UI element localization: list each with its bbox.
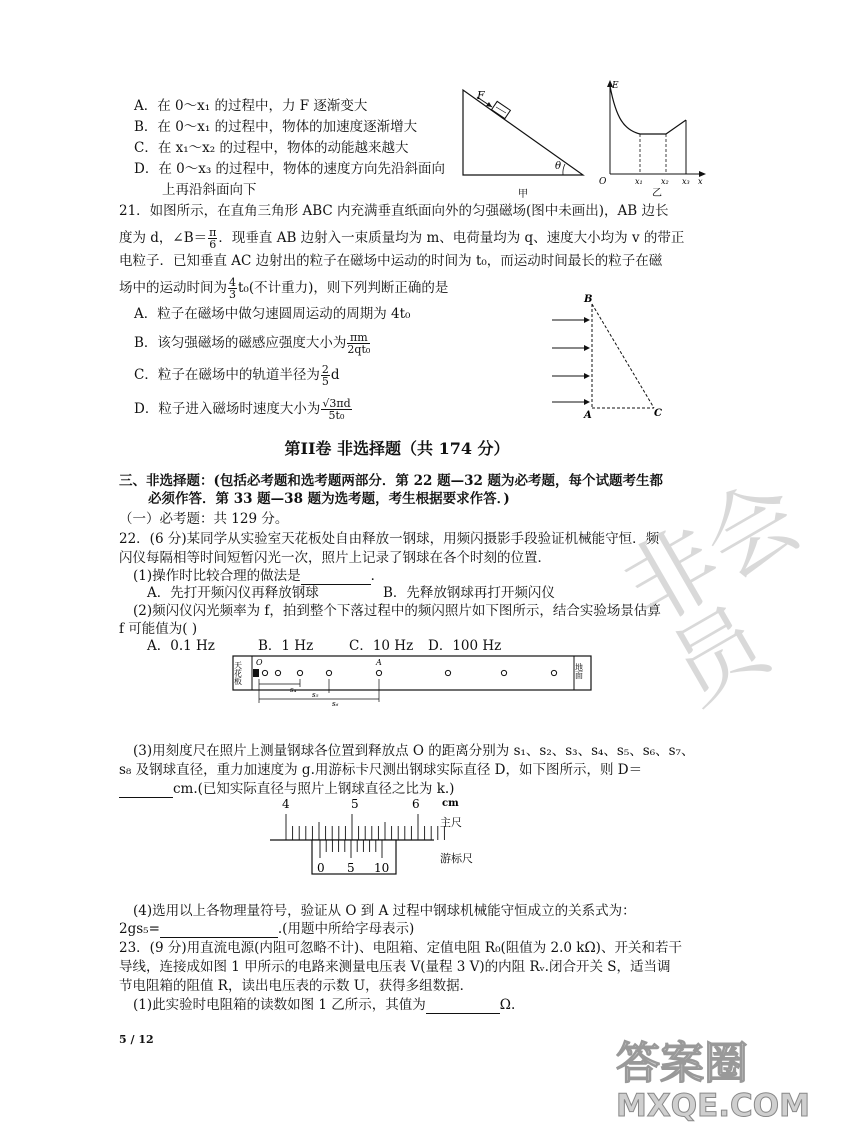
logo-url: MXQE.COM	[616, 1088, 811, 1122]
q21-line-2: 度为 d，∠B＝ $\frac{\pi}{6}$ ．现垂直 AB 边射入一束质量均为 m、电荷量均为 q、速度大小均为 v 的带正	[119, 226, 685, 251]
q22-part2-option-d: D．100 Hz	[428, 638, 502, 654]
axis-e-label: E	[612, 81, 619, 91]
energy-graph	[596, 78, 716, 200]
q22-part4-line-1: (4)选用以上各物理量符号，验证从 O 到 A 过程中钢球机械能守恒成立的关系式为：	[133, 903, 636, 919]
energy-curve	[610, 86, 686, 134]
vernier-label-0: 0	[317, 861, 325, 875]
answer-blank-1	[301, 570, 371, 585]
q22-part2-option-b: B．1 Hz	[258, 638, 314, 654]
section3-line-2: 必须作答．第 33 题—38 题为选考题，考生根据要求作答．)	[148, 491, 510, 507]
main-scale-ticks	[286, 814, 444, 840]
q20-option-c: C．在 x₁～x₂ 的过程中，物体的动能越来越大	[134, 140, 409, 156]
main-scale-label-5: 5	[351, 797, 359, 811]
q21-option-b: B．该匀强磁场的磁感应强度大小为 $\frac{\pi m}{\text{2qt₀}}$	[134, 331, 371, 356]
strobe-photo-strip	[232, 655, 592, 707]
q22-part2-option-c: C．10 Hz	[349, 638, 414, 654]
point-a-label: A	[376, 658, 382, 667]
answer-circle-logo	[610, 1028, 811, 1122]
q22-part1: (1)操作时比较合理的做法是 ．	[133, 568, 385, 584]
x3-label: x₃	[682, 177, 690, 186]
incident-beam-arrows	[552, 320, 586, 402]
q21-line-4: 场中的运动时间为 $\frac{4}{3}$ t₀(不计重力)，则下列判断正确的是	[119, 276, 449, 301]
vernier-label-10: 10	[374, 861, 390, 875]
q22-part2-line-2: f 可能值为( )	[119, 621, 198, 637]
q23-part1: (1)此实验时电阻箱的读数如图 1 乙所示，其值为 Ω.	[133, 997, 516, 1013]
q22-part1-option-b: B．先释放钢球再打开频闪仪	[383, 585, 555, 601]
s5-label: s₅	[312, 691, 319, 699]
vertex-a-label: A	[584, 410, 592, 421]
ball-start	[253, 669, 259, 677]
unit-label: cm	[442, 798, 459, 809]
s4-label: s₄	[290, 686, 297, 694]
force-label: F	[477, 89, 485, 102]
vertex-c-label: C	[654, 408, 662, 419]
q22-part3-line-2: s₈ 及钢球直径，重力加速度为 g.用游标卡尺测出钢球实际直径 D，如下图所示，则 D＝	[119, 762, 643, 778]
q22-line-2: 闪仪每隔相等时间短暂闪光一次，照片上记录了钢球在各个时刻的位置．	[119, 550, 551, 566]
answer-blank-3	[160, 923, 278, 938]
q21-option-a: A．粒子在磁场中做匀速圆周运动的周期为 4t₀	[134, 306, 411, 322]
watermark-text: 非会员	[606, 461, 819, 726]
part-two-title: 第II卷 非选择题（共 174 分）	[284, 439, 510, 458]
vertex-b-label: B	[584, 294, 593, 305]
q22-part4-line-2: 2gs₅= .(用题中所给字母表示)	[119, 921, 415, 937]
q21-line-3: 电粒子．已知垂直 AC 边射出的粒子在磁场中运动的时间为 t₀，而运动时间最长的粒子在磁	[119, 253, 663, 269]
figure-jia-label: 甲	[518, 189, 528, 200]
q22-part2-option-a: A．0.1 Hz	[147, 638, 215, 654]
q23-line-1: 23．(9 分)用直流电源(内阻可忽略不计)、电阻箱、定值电阻 R₀(阻值为 2.0 kΩ)、开关和若干	[119, 940, 682, 956]
section3-line-1: 三、非选择题：(包括必考题和选考题两部分．第 22 题—32 题为必考题，每个试题考生都	[119, 473, 664, 489]
vernier-scale-name: 游标尺	[440, 852, 473, 865]
incline-triangle	[463, 90, 583, 175]
origin-label: O	[599, 177, 607, 187]
x-axis-label: x	[698, 177, 703, 186]
q20-option-d: D．在 0～x₃ 的过程中，物体的速度方向先沿斜面向	[134, 161, 446, 177]
edge-bc	[592, 304, 654, 408]
strip-frame	[233, 656, 591, 690]
q22-part2-line-1: (2)频闪仪闪光频率为 f，拍到整个下落过程中的频闪照片如下图所示，结合实验场景估算	[133, 603, 661, 619]
q23-line-2: 导线，连接成如图 1 甲所示的电路来测量电压表 V(量程 3 V)的内阻 Rᵥ.闭合开关 S，适当调	[119, 959, 671, 975]
s6-label: s₆	[332, 700, 339, 708]
page-number: 5 / 12	[119, 1033, 154, 1046]
q23-line-3: 节电阻箱的阻值 R，读出电压表的示数 U，获得多组数据．	[119, 978, 474, 994]
section3-subheading: （一）必考题：共 129 分。	[119, 511, 289, 527]
q20-option-a: A．在 0～x₁ 的过程中，力 F 逐渐变大	[134, 98, 368, 114]
main-scale-label-6: 6	[412, 797, 420, 811]
block-on-incline	[492, 101, 511, 118]
main-scale-name: 主尺	[440, 816, 462, 829]
q20-option-d-cont: 上再沿斜面向下	[162, 182, 257, 198]
q22-part3-line-1: (3)用刻度尺在照片上测量钢球各位置到释放点 O 的距离分别为 s₁、s₂、s₃、s₄、s₅、s₆、s₇、	[133, 743, 695, 759]
vernier-caliper	[262, 792, 512, 878]
incline-figure	[455, 85, 595, 200]
q22-part1-option-a: A．先打开频闪仪再释放钢球	[147, 585, 319, 601]
theta-label: θ	[555, 161, 562, 172]
main-scale-label-4: 4	[282, 797, 290, 811]
q22-line-1: 22．(6 分)某同学从实验室天花板处自由释放一钢球，用频闪摄影手段验证机械能守恒．频	[119, 531, 660, 547]
vernier-label-5: 5	[347, 861, 355, 875]
figure-yi-label: 乙	[652, 188, 662, 199]
q20-option-b: B．在 0～x₁ 的过程中，物体的加速度逐渐增大	[134, 119, 418, 135]
q21-option-c: C．粒子在磁场中的轨道半径为 $\frac{2}{5}$ d	[134, 363, 340, 388]
triangle-abc-figure	[548, 290, 678, 420]
answer-blank-2	[119, 783, 173, 798]
q21-line-1: 21．如图所示，在直角三角形 ABC 内充满垂直纸面向外的匀强磁场(图中未画出)，AB 边长	[119, 203, 669, 219]
ceiling-label: 天花板	[233, 661, 243, 685]
answer-blank-4	[426, 999, 500, 1014]
x2-label: x₂	[661, 177, 669, 186]
x1-label: x₁	[635, 177, 643, 186]
floor-label: 地面	[574, 663, 584, 679]
q21-option-d: D．粒子进入磁场时速度大小为 $\frac{√3\pi d}{\text{5t₀}}$	[134, 397, 351, 422]
q22-part3-line-3: cm.(已知实际直径与照片上钢球直径之比为 k.)	[119, 780, 454, 798]
point-o-label: O	[256, 658, 263, 667]
logo-title: 答案圈	[616, 1038, 748, 1089]
